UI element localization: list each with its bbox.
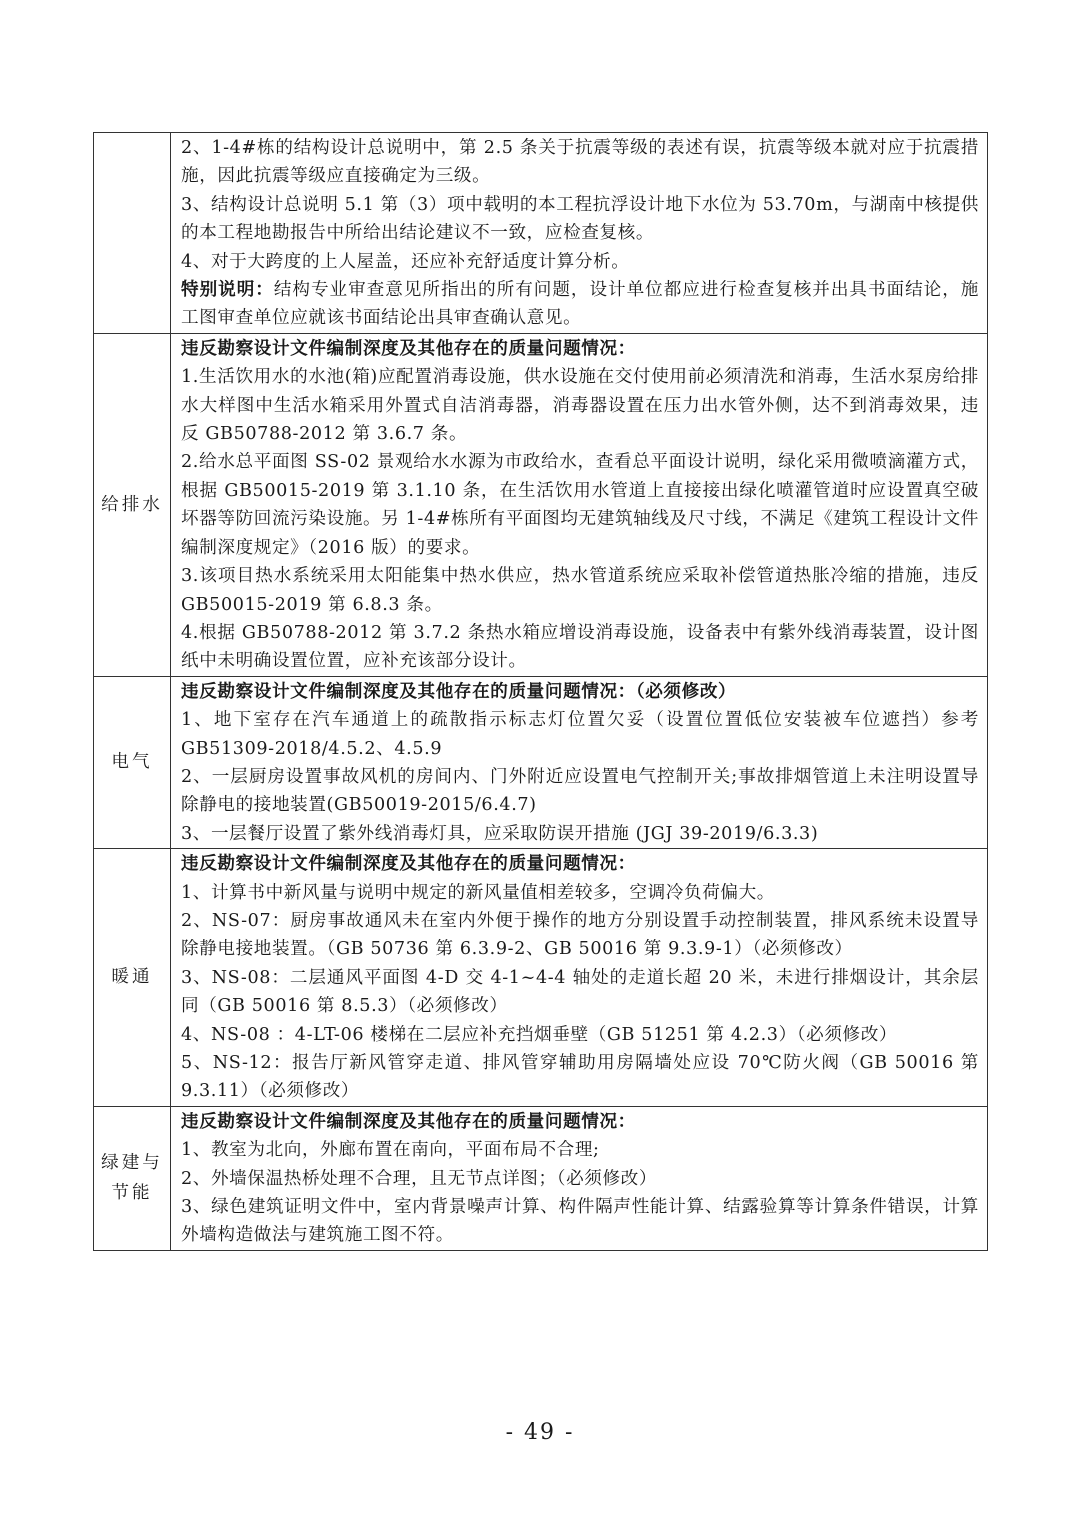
list-item: 1、计算书中新风量与说明中规定的新风量值相差较多，空调冷负荷偏大。 <box>181 882 775 903</box>
special-note <box>181 276 979 333</box>
content-cell <box>171 133 988 334</box>
category-label-line1: 绿建与 <box>101 1153 163 1174</box>
review-opinion-table <box>93 132 988 1251</box>
page-number: - 49 - <box>505 1420 575 1445</box>
content-cell <box>171 333 988 676</box>
list-item: 2、外墙保温热桥处理不合理，且无节点详图；（必须修改） <box>181 1168 658 1189</box>
table-row-electrical <box>94 676 988 848</box>
list-item: 3.该项目热水系统采用太阳能集中热水供应，热水管道系统应采取补偿管道热胀冷缩的措施，违反 GB50015-2019 第 6.8.3 条。 <box>181 566 979 615</box>
list-item: 3、结构设计总说明 5.1 第（3）项中载明的本工程抗浮设计地下水位为 53.70m，与湖南中核提供的本工程地勘报告中所给出结论建议不一致，应检查复核。 <box>181 194 979 244</box>
table-row-structure-continued <box>94 133 988 334</box>
table-row-green-building <box>94 1106 988 1250</box>
table-row-hvac <box>94 849 988 1107</box>
category-cell: 电气 <box>94 676 171 848</box>
list-item: 2、一层厨房设置事故风机的房间内、门外附近应设置电气控制开关;事故排烟管道上未注明设置导除静电的接地装置(GB50019-2015/6.4.7) <box>181 766 979 816</box>
table-row-plumbing <box>94 333 988 676</box>
list-item: 5、NS-12：报告厅新风管穿走道、排风管穿辅助用房隔墙处应设 70℃防火阀（GB 50016 第 9.3.11）（必须修改） <box>181 1053 979 1102</box>
list-item: 4.根据 GB50788-2012 第 3.7.2 条热水箱应增设消毒设施，设备表中有紫外线消毒装置，设计图纸中未明确设置位置，应补充该部分设计。 <box>181 622 979 672</box>
section-heading: 违反勘察设计文件编制深度及其他存在的质量问题情况： <box>181 1110 636 1132</box>
list-item: 2、1-4#栋的结构设计总说明中，第 2.5 条关于抗震等级的表述有误，抗震等级本就对应于抗震措施，因此抗震等级应直接确定为三级。 <box>181 138 979 187</box>
special-note-text: 结构专业审查意见所指出的所有问题，设计单位都应进行检查复核并出具书面结论，施工图审查单位应就该书面结论出具审查确认意见。 <box>181 280 979 329</box>
content-cell <box>171 849 988 1107</box>
category-cell: 给排水 <box>94 333 171 676</box>
list-item: 1、地下室存在汽车通道上的疏散指示标志灯位置欠妥（设置位置低位安装被车位遮挡）参考 GB51309-2018/4.5.2、4.5.9 <box>181 710 979 759</box>
category-cell <box>94 133 171 334</box>
category-label-line2: 节能 <box>111 1183 153 1204</box>
section-heading: 违反勘察设计文件编制深度及其他存在的质量问题情况：（必须修改） <box>181 680 737 702</box>
list-item: 3、一层餐厅设置了紫外线消毒灯具，应采取防误开措施 (JGJ 39-2019/6.3.3) <box>181 823 819 844</box>
category-cell: 暖通 <box>94 849 171 1107</box>
list-item: 4、对于大跨度的上人屋盖，还应补充舒适度计算分析。 <box>181 251 630 272</box>
list-item: 1.生活饮用水的水池(箱)应配置消毒设施，供水设施在交付使用前必须清洗和消毒，生活水泵房给排水大样图中生活水箱采用外置式自洁消毒器，消毒器设置在压力出水管外侧，达不到消毒效果，违反 GB50788-2012 第 3.6.7 条。 <box>181 367 979 445</box>
category-cell <box>94 1106 171 1250</box>
list-item: 4、NS-08 ：4-LT-06 楼梯在二层应补充挡烟垂壁（GB 51251 第 4.2.3）（必须修改） <box>181 1024 898 1045</box>
list-item: 3、NS-08：二层通风平面图 4-D 交 4-1~4-4 轴处的走道长超 20 米，未进行排烟设计，其余层同（GB 50016 第 8.5.3）（必须修改） <box>181 967 979 1017</box>
list-item: 2.给水总平面图 SS-02 景观给水水源为市政给水，查看总平面设计说明，绿化采用微喷滴灌方式，根据 GB50015-2019 第 3.1.10 条，在生活饮用水管道上直接接出绿化喷灌管道时应设置真空破坏器等防回流污染设施。另 1-4#栋所有平面图均无建筑轴线及尺寸线，不满足《建筑工程设计文件编制深度规定》（2016 版）的要求。 <box>181 452 979 558</box>
special-note-label: 特别说明： <box>181 279 274 301</box>
list-item: 1、教室为北向，外廊布置在南向，平面布局不合理; <box>181 1140 600 1161</box>
content-cell <box>171 1106 988 1250</box>
content-cell <box>171 676 988 848</box>
section-heading: 违反勘察设计文件编制深度及其他存在的质量问题情况： <box>181 337 636 359</box>
section-heading: 违反勘察设计文件编制深度及其他存在的质量问题情况： <box>181 853 636 875</box>
list-item: 2、NS-07：厨房事故通风未在室内外便于操作的地方分别设置手动控制装置，排风系统未设置导除静电接地装置。（GB 50736 第 6.3.9-2、GB 50016 第 9.3.9-1）（必须修改） <box>181 910 979 960</box>
list-item: 3、绿色建筑证明文件中，室内背景噪声计算、构件隔声性能计算、结露验算等计算条件错误，计算外墙构造做法与建筑施工图不符。 <box>181 1197 979 1246</box>
